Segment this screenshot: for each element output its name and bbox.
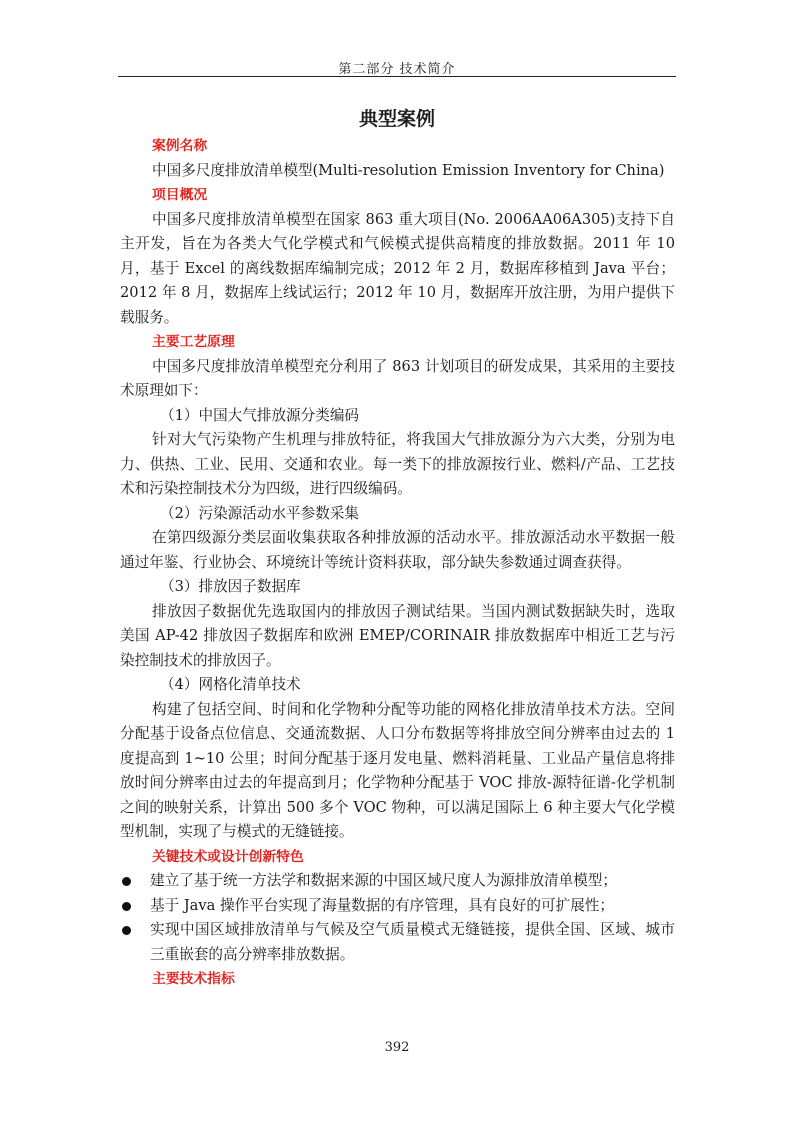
- principle-item-title-3: （3）排放因子数据库: [160, 578, 301, 595]
- principle-item-title-2: （2）污染源活动水平参数采集: [160, 504, 360, 522]
- principle-intro: 中国多尺度排放清单模型充分利用了 863 计划项目的研发成果，其采用的主要技术原理如下：: [120, 357, 675, 399]
- list-item: [120, 918, 675, 967]
- section-heading-overview: 项目概况: [152, 187, 208, 203]
- principle-item-text-2: 在第四级源分类层面收集获取各种排放源的活动水平。排放源活动水平数据一般通过年鉴、行业协会、环境统计等统计资料获取，部分缺失参数通过调查获得。: [120, 529, 675, 571]
- case-name-text: 中国多尺度排放清单模型(Multi-resolution Emission Inventory for China): [152, 161, 665, 179]
- page-title: 典型案例: [358, 108, 435, 130]
- innovation-list: [120, 869, 675, 967]
- header-rule: [118, 76, 676, 77]
- running-header: 第二部分 技术简介: [338, 62, 456, 77]
- bullet-text-3: 实现中国区域排放清单与气候及空气质量模式无缝链接，提供全国、区域、城市三重嵌套的高分辨率排放数据。: [150, 921, 675, 963]
- list-item: [120, 894, 675, 919]
- section-heading-case-name: 案例名称: [152, 138, 208, 154]
- bullet-text-1: 建立了基于统一方法学和数据来源的中国区域尺度人为源排放清单模型；: [150, 872, 618, 889]
- document-body: [120, 134, 675, 992]
- principle-item-text-3: 排放因子数据优先选取国内的排放因子测试结果。当国内测试数据缺失时，选取美国 AP-42 排放因子数据库和欧洲 EMEP/CORINAIR 排放数据库中相近工艺与污染控制技术的排放因子。: [120, 602, 675, 669]
- overview-text: 中国多尺度排放清单模型在国家 863 重大项目(No. 2006AA06A305)支持下自主开发，旨在为各类大气化学模式和气候模式提供高精度的排放数据。2011 年 10 月，基于 Excel 的离线数据库编制完成；2012 年 2 月，数据库移植到 Java 平台；2012 年 8 月，数据库上线试运行；2012 年 10 月，数据库开放注册，为用户提供下载服务。: [120, 210, 675, 326]
- list-item: [120, 869, 675, 894]
- bullet-dot-icon: [122, 926, 131, 935]
- bullet-text-2: 基于 Java 操作平台实现了海量数据的有序管理，具有良好的可扩展性；: [150, 896, 614, 914]
- bullet-dot-icon: [122, 902, 131, 911]
- principle-item-text-4: 构建了包括空间、时间和化学物种分配等功能的网格化排放清单技术方法。空间分配基于设备点位信息、交通流数据、人口分布数据等将排放空间分辨率由过去的 1 度提高到 1~10 公里；时间分配基于逐月发电量、燃料消耗量、工业品产量信息将排放时间分辨率由过去的年提高到月；化学物种分配基于 VOC 排放-源特征谱-化学机制之间的映射关系，计算出 500 多个 VOC 物种，可以满足国际上 6 种主要大气化学模型机制，实现了与模式的无缝链接。: [120, 700, 675, 840]
- section-heading-principle: 主要工艺原理: [152, 334, 235, 350]
- page-number: 392: [384, 1040, 410, 1055]
- principle-item-title-4: （4）网格化清单技术: [160, 676, 301, 693]
- section-heading-indicators: 主要技术指标: [152, 971, 235, 987]
- principle-item-title-1: （1）中国大气排放源分类编码: [160, 406, 360, 424]
- principle-item-text-1: 针对大气污染物产生机理与排放特征，将我国大气排放源分为六大类，分别为电力、供热、工业、民用、交通和农业。每一类下的排放源按行业、燃料/产品、工艺技术和污染控制技术分为四级，进行四级编码。: [120, 431, 675, 497]
- section-heading-innovation: 关键技术或设计创新特色: [152, 848, 304, 865]
- bullet-dot-icon: [122, 877, 131, 886]
